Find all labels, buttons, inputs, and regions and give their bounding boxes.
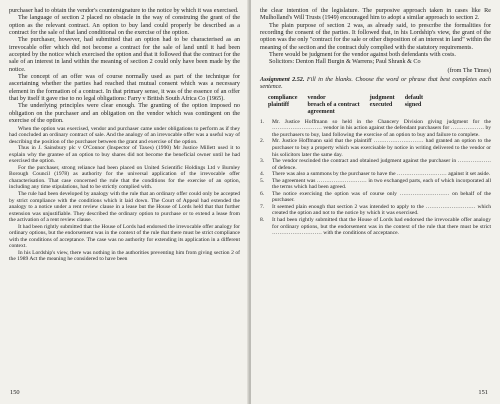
exercise-item <box>260 204 491 217</box>
item-number: 1. <box>260 118 265 125</box>
exercise-item <box>260 191 491 204</box>
left-paragraph: Thus in J. Sainsbury plc v O'Connor (Inspector of Taxes) (1990) Mr Justice Millett used it to explain why the grantee of an option to buy shares did not become the beneficial owner until he had exercised the option. <box>9 145 240 165</box>
item-text: It seemed plain enough that section 2 was intended to apply to the ……………………… which created the option and not to the notice by which it was exercised. <box>272 203 491 217</box>
left-paragraph: The rule had been developed by analogy with the rule that an ordinary offer could only be accepted by strict compliance with the conditions which it laid down. The Court of Appeal had extended the analogy to a notice under a rent review clause in a lease but the House of Lords held that that further extension was unjustifiable. They described the ordinary option to purchase or to extend a lease from the activation of a rent review clause. <box>9 190 240 224</box>
page-number: 150 <box>10 388 20 396</box>
word-bank-word: plaintiff <box>268 101 289 108</box>
page-number: 151 <box>478 388 488 396</box>
word-bank-word <box>405 109 433 116</box>
word-bank-word: default <box>404 94 423 101</box>
item-number: 4. <box>260 171 265 178</box>
exercise-item <box>260 138 491 158</box>
left-paragraph: The language of section 2 placed no obstacle in the way of construing the grant of the option as the relevant contract. An option to buy land could properly be described as a contract for the sale of that land conditional on the exercise of the option. <box>9 15 240 37</box>
item-text: The agreement was ……………………… in two exchanged parts, each of which incorporated all the terms which had been agreed. <box>272 177 491 191</box>
item-number: 6. <box>260 190 265 197</box>
assignment-heading <box>260 77 491 92</box>
exercise-item <box>260 217 491 237</box>
item-number: 5. <box>260 177 265 184</box>
item-number: 2. <box>260 138 265 145</box>
right-paragraph: There would be judgment for the vendor against both defendants with costs. <box>269 52 456 59</box>
item-text: It had been rightly submitted that the House of Lords had endorsed the irrevocable offer analogy for ordinary options, but the endorsement was in the context of the rule that there must be strict ……………………… with the conditions of acceptance. <box>272 216 491 237</box>
word-bank <box>268 95 433 116</box>
left-paragraph: The underlying principles were clear enough. The granting of the option imposed no obligation on the purchaser and an obligation on the vendor which was contingent on the exercise of the option. <box>9 103 240 125</box>
left-paragraph: For the purchaser, strong reliance had been placed on United Scientific Holdings Ltd v Burnley Borough Council (1978) as authority for the universal application of the irrevocable offer characterisation. That case concerned the rule that the conditions for the exercise of an option, including any time stipulations, had to be strictly complied with. <box>9 164 240 191</box>
item-number: 8. <box>260 216 265 223</box>
word-bank-word: agreement <box>307 108 335 115</box>
item-number: 3. <box>260 158 265 165</box>
source-note: (from The Times) <box>447 67 491 74</box>
item-number: 7. <box>260 203 265 210</box>
left-page <box>0 0 249 404</box>
assignment-number: Assignment 2.52. <box>260 77 305 84</box>
word-bank-word <box>370 109 405 116</box>
left-paragraph: The purchaser, however, had submitted that an option had to be characterised as an irrevocable offer which did not become a contract for the sale of land until it had been accepted by the notice which exercised the option and that it followed that the contract for the sale of an interest in land within the meaning of section 2 could only have been made by the notice. <box>9 37 240 73</box>
word-bank-word <box>268 109 307 116</box>
right-paragraph: the clear intention of the legislature. The purposive approach taken in cases like Re Mulholland's Will Trusts (1949) encouraged him to adopt a similar approach to section 2. <box>260 8 491 22</box>
word-bank-row <box>268 95 433 102</box>
word-bank-word: breach of a contract <box>307 101 360 108</box>
left-paragraph: When the option was exercised, vendor and purchaser came under obligations to perform as if they had concluded an ordinary contract of sale. And the analogy of an irrevocable offer was a useful way of describing the position of the purchaser between the grant and exercise of the option. <box>9 125 240 145</box>
exercise-item <box>260 119 491 139</box>
item-text: Mr. Justice Hoffmann so held in the Chancery Division giving judgment for the ……………………… vendor in his action against the defendant purchasers for ……………… by the purchasers to buy, land following the exercise of an option to buy and failure to complete. <box>272 118 491 138</box>
exercise-item <box>260 158 491 171</box>
left-paragraph: It had been rightly submitted that the House of Lords had endorsed the irrevocable offer analogy for ordinary options, but the endorsement was in the context of the rule that there must be strict compliance with the conditions of acceptance. The case was no authority for extending its application in a different context. <box>9 223 241 250</box>
solicitors-line: Solicitors: Denton Hall Burgin & Warrens; Paul Shrank & Co <box>269 59 421 66</box>
exercise-item <box>260 178 491 191</box>
word-bank-row <box>268 102 433 109</box>
word-bank-word: signed <box>404 101 422 108</box>
left-paragraph: In his Lordship's view, there was nothing in the authorities preventing him from giving section 2 of the 1989 Act the meaning he considered to have been <box>9 249 240 263</box>
assignment-instruction: Fill in the blanks. Choose the word or phrase that best completes each sentence. <box>260 77 491 91</box>
left-paragraph: The concept of an offer was of course normally used as part of the technique for ascertaining whether the parties had reached that mutual consent which was a necessary element in the formation of a contract. In that primary sense, it was of the essence of an offer that by itself it gave rise to no legal obligations: Farry v British South Africa Co (1965). <box>9 74 240 103</box>
word-bank-row <box>268 109 433 116</box>
word-bank-word: judgment <box>369 94 395 101</box>
word-bank-word: executed <box>369 101 393 108</box>
item-text: There was also a summons by the purchaser to have the ……………………… against it set aside. <box>272 171 491 178</box>
word-bank-word: vendor <box>307 94 326 101</box>
word-bank-word: compliance <box>268 94 298 101</box>
item-text: Mr. Justice Hoffmann said that the plaintiff ……………………… had granted an option to the purchaser to buy a property which was exercisable by notice in writing delivered to the vendor or his solicitors later the same day. <box>272 138 491 158</box>
item-text: The vendor rescinded the contract and obtained judgment against the purchaser in ……………… of defence. <box>272 158 491 171</box>
item-text: The notice exercising the option was of course only ……………………… on behalf of the purchaser. <box>272 190 491 204</box>
left-paragraph: purchaser had to obtain the vendor's countersignature to the notice by which it was exercised. <box>9 8 239 14</box>
right-page <box>251 0 500 404</box>
right-paragraph: The plain purpose of section 2 was, as already said, to prescribe the formalities for recording the consent of the parties. It followed that, in his Lordship's view, the grant of the option was the only "contract for the sale or other disposition of an interest in land" within the meaning of the section and the contract duly complied with the statutory requirements. <box>260 22 491 51</box>
exercise-list <box>260 119 491 237</box>
